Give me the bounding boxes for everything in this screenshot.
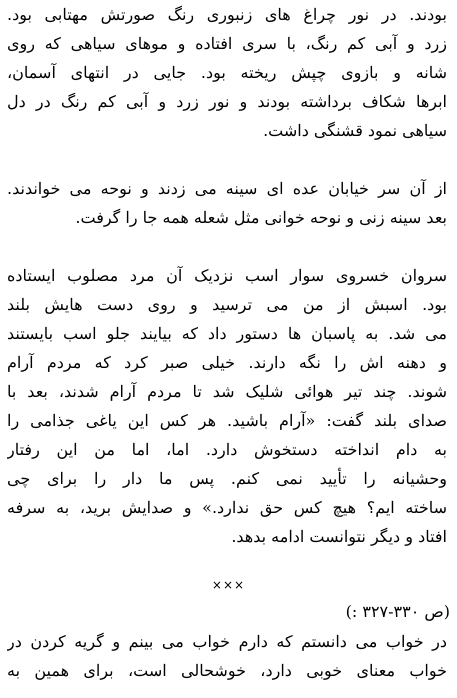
- text-line: شوند. چند تیر هوائی شلیک شد تا مردم آرام شدند، بعد با: [7, 382, 447, 401]
- text-line: و دهنه اش را نگه دارند. خیلی صبر کرد که مردم آرام: [7, 353, 447, 372]
- text-line: ساخته ایم؟ هیچ کس حق ندارد.» و صدایش برید، به سرفه: [7, 498, 447, 517]
- text-line: افتاد و دیگر نتوانست ادامه بدهد.: [231, 527, 447, 546]
- page-reference: (ص ۳۳۰-۳۲۷ :): [345, 602, 450, 621]
- text-line: وحشیانه را تأیید نمی کنم. پس ما دار را برای چی: [7, 469, 447, 488]
- text-line: می شد. به پاسبان ها دستور داد که بیایند جلو اسب بایستند: [7, 324, 447, 343]
- text-line: از آن سر خیابان عده ای سینه می زدند و نوحه می خواندند.: [7, 179, 447, 198]
- text-line: سیاهی نمود قشنگی داشت.: [263, 121, 447, 140]
- text-line: صدای بلند گفت: «آرام باشید. هر کس این یاغی جذامی را: [7, 411, 447, 430]
- text-line: شانه و بازوی چپش ریخته بود. جایی در انتهای آسمان،: [7, 63, 447, 82]
- paragraph-3: [7, 261, 447, 551]
- text-line: به دام انداخته دستخوش دارد. اما، اما من این رفتار: [7, 440, 447, 459]
- text-line: بود. اسبش از من می ترسید و روی دست هایش بلند: [7, 295, 447, 314]
- text-line: بعد سینه زنی و نوحه خوانی مثل شعله همه جا را گرفت.: [75, 208, 447, 227]
- section-separator: ×××: [211, 578, 246, 592]
- text-line: بودند. در نور چراغ های زنبوری رنگ صورتش مهتابی بود.: [7, 5, 447, 24]
- paragraph-4: [7, 627, 447, 685]
- text-line: زرد و آبی کم رنگ، با سری افتاده و موهای سیاهی که روی: [7, 34, 447, 53]
- paragraph-2: [7, 174, 447, 232]
- paragraph-1: [7, 0, 447, 145]
- text-line: در خواب می دانستم که دارم خواب می بینم و گریه کردن در: [7, 632, 447, 651]
- text-line: سروان خسروی سوار اسب نزدیک آن مرد مصلوب ایستاده: [7, 266, 447, 285]
- text-line: خواب معنای خوبی دارد، خوشحالی است، برای همین به: [7, 661, 447, 680]
- text-line: ابرها شکاف برداشته بودند و نور زرد و آبی کم رنگ در دل: [7, 92, 447, 111]
